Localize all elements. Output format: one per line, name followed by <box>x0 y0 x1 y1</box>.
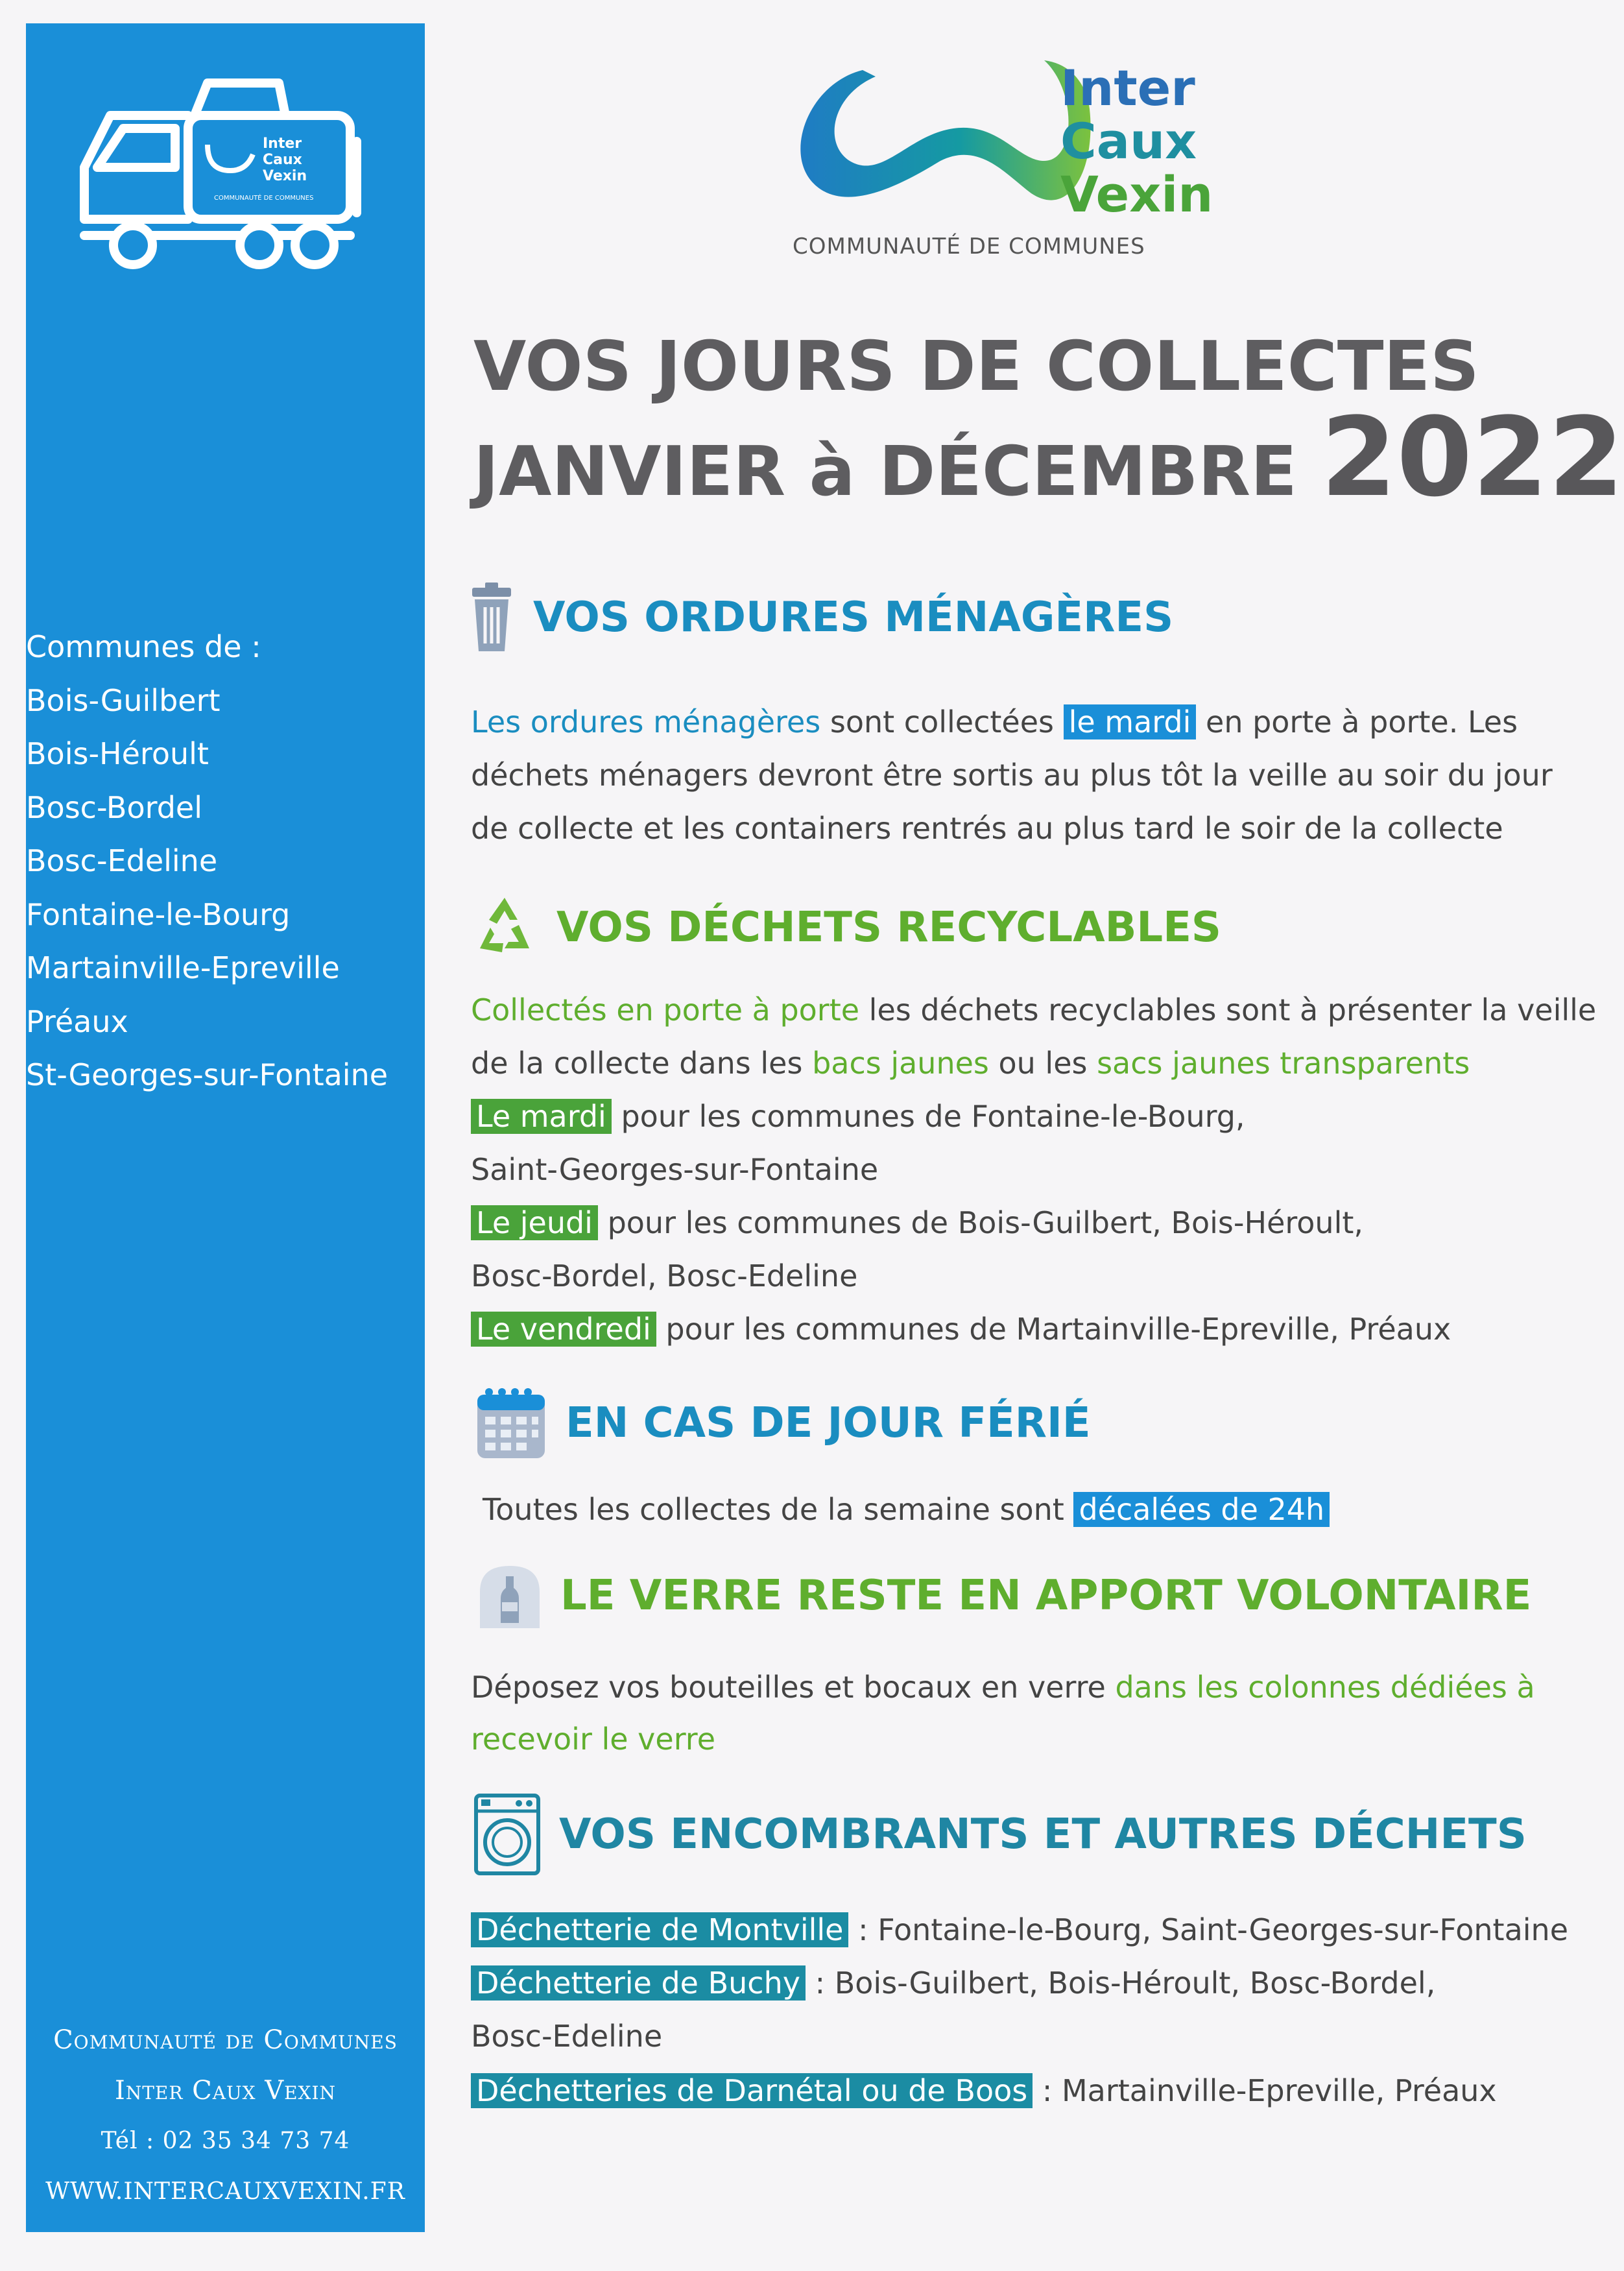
kw-porte-a-porte: Collectés en porte à porte <box>471 992 860 1027</box>
washing-machine-icon <box>473 1793 541 1876</box>
encombrants-montville-line <box>471 1903 1568 1956</box>
text: sont collectées <box>820 704 1064 739</box>
section-recyclables-heading <box>471 894 1221 961</box>
commune-item: St-Georges-sur-Fontaine <box>26 1057 388 1092</box>
highlight-darnetal-boos: Déchetteries de Darnétal ou de Boos <box>471 2073 1033 2108</box>
text: en porte à porte. Les <box>1196 704 1518 739</box>
ordures-line-1 <box>471 695 1518 749</box>
section-verre-title: LE VERRE RESTE EN APPORT VOLONTAIRE <box>560 1572 1532 1620</box>
glass-bottle-icon <box>477 1563 542 1628</box>
trash-bin-icon <box>468 581 515 654</box>
recyclables-line-2 <box>471 1037 1470 1090</box>
highlight-le-jeudi: Le jeudi <box>471 1205 598 1240</box>
highlight-montville: Déchetterie de Montville <box>471 1912 848 1947</box>
contact-name: Inter Caux Vexin <box>114 2076 337 2106</box>
recyclables-jeudi-line-2: Bosc-Bordel, Bosc-Edeline <box>471 1258 858 1293</box>
title-line-1: VOS JOURS DE COLLECTES <box>473 327 1479 406</box>
recyclables-mardi-line <box>471 1090 1245 1143</box>
text: de la collecte dans les <box>471 1046 813 1081</box>
recyclables-mardi-line-2: Saint-Georges-sur-Fontaine <box>471 1152 879 1187</box>
truck-logo-text-3: Vexin <box>263 168 307 184</box>
truck-logo-text-2: Caux <box>263 152 302 168</box>
section-ferie-heading <box>475 1386 1091 1461</box>
text: pour les communes de Fontaine-le-Bourg, <box>611 1099 1245 1134</box>
contact-phone: Tél : 02 35 34 73 74 <box>101 2128 350 2154</box>
garbage-truck-icon <box>71 70 366 284</box>
communes-heading: Communes de : <box>26 629 261 664</box>
kw-recevoir-verre: recevoir le verre <box>471 1722 716 1757</box>
logo-line-2: Caux <box>1060 112 1197 170</box>
section-encombrants-title: VOS ENCOMBRANTS ET AUTRES DÉCHETS <box>559 1810 1527 1858</box>
ferie-line-1 <box>483 1483 1330 1536</box>
title-year: 2022 <box>1320 394 1624 521</box>
commune-item: Bois-Guilbert <box>26 682 221 718</box>
page-title <box>473 324 1624 520</box>
logo-subtitle: COMMUNAUTÉ DE COMMUNES <box>793 234 1145 259</box>
contact-block <box>26 2015 425 2217</box>
commune-item: Bois-Héroult <box>26 736 209 771</box>
highlight-decalees: décalées de 24h <box>1073 1492 1330 1527</box>
highlight-mardi: le mardi <box>1064 704 1197 739</box>
kw-ordures: Les ordures ménagères <box>471 704 821 739</box>
commune-item: Bosc-Bordel <box>26 789 203 825</box>
section-recyclables-title: VOS DÉCHETS RECYCLABLES <box>556 904 1221 952</box>
section-ordures-heading <box>468 581 1173 654</box>
recyclables-vendredi-line <box>471 1303 1451 1356</box>
logo-line-1: Inter <box>1060 59 1195 117</box>
highlight-buchy: Déchetterie de Buchy <box>471 1965 806 2001</box>
communes-list <box>26 620 388 1102</box>
logo-wordmark <box>1060 59 1213 223</box>
encombrants-darnetal-line <box>471 2064 1497 2117</box>
highlight-le-vendredi: Le vendredi <box>471 1312 656 1347</box>
verre-line-1 <box>471 1661 1535 1714</box>
commune-item: Bosc-Edeline <box>26 843 218 878</box>
text: pour les communes de Bois-Guilbert, Bois-Héroult, <box>597 1205 1364 1240</box>
kw-sacs-jaunes: sacs jaunes transparents <box>1097 1046 1470 1081</box>
ordures-line-3: de collecte et les containers rentrés au plus tard le soir de la collecte <box>471 811 1503 846</box>
text: ou les <box>988 1046 1097 1081</box>
text: les déchets recyclables sont à présenter la veille <box>859 992 1597 1027</box>
section-ordures-title: VOS ORDURES MÉNAGÈRES <box>533 594 1174 642</box>
text: Déposez vos bouteilles et bocaux en verre <box>471 1670 1116 1705</box>
commune-item: Préaux <box>26 1003 128 1039</box>
section-ferie-title: EN CAS DE JOUR FÉRIÉ <box>566 1399 1091 1447</box>
contact-website: WWW.INTERCAUXVEXIN.FR <box>45 2178 405 2205</box>
sidebar <box>26 23 425 2232</box>
text: : Martainville-Epreville, Préaux <box>1033 2073 1497 2108</box>
commune-item: Fontaine-le-Bourg <box>26 896 291 932</box>
text: : Fontaine-le-Bourg, Saint-Georges-sur-Fontaine <box>848 1912 1568 1947</box>
text: : Bois-Guilbert, Bois-Héroult, Bosc-Bordel, <box>805 1965 1436 2001</box>
highlight-le-mardi: Le mardi <box>471 1099 612 1134</box>
truck-logo-text-1: Inter <box>263 136 302 152</box>
contact-org: Communauté de Communes <box>53 2025 398 2055</box>
verre-line-2 <box>471 1712 715 1766</box>
logo-line-3: Vexin <box>1060 165 1213 223</box>
recycle-icon <box>471 894 538 961</box>
title-line-2 <box>473 394 1624 521</box>
calendar-icon <box>475 1386 547 1461</box>
ordures-line-2: déchets ménagers devront être sortis au plus tôt la veille au soir du jour <box>471 758 1553 793</box>
encombrants-buchy-line <box>471 1956 1435 2010</box>
title-months: JANVIER à DÉCEMBRE <box>473 432 1297 511</box>
section-verre-heading <box>477 1563 1531 1628</box>
recyclables-jeudi-line <box>471 1196 1363 1249</box>
encombrants-buchy-line-2: Bosc-Edeline <box>471 2019 663 2054</box>
text: Toutes les collectes de la semaine sont <box>483 1492 1074 1527</box>
section-encombrants-heading <box>473 1793 1527 1876</box>
text: pour les communes de Martainville-Epreville, Préaux <box>656 1312 1451 1347</box>
kw-colonnes: dans les colonnes dédiées à <box>1115 1670 1535 1705</box>
truck-logo-sub: COMMUNAUTÉ DE COMMUNES <box>214 195 314 202</box>
recyclables-line-1 <box>471 983 1596 1037</box>
kw-bacs-jaunes: bacs jaunes <box>812 1046 989 1081</box>
commune-item: Martainville-Epreville <box>26 950 340 985</box>
